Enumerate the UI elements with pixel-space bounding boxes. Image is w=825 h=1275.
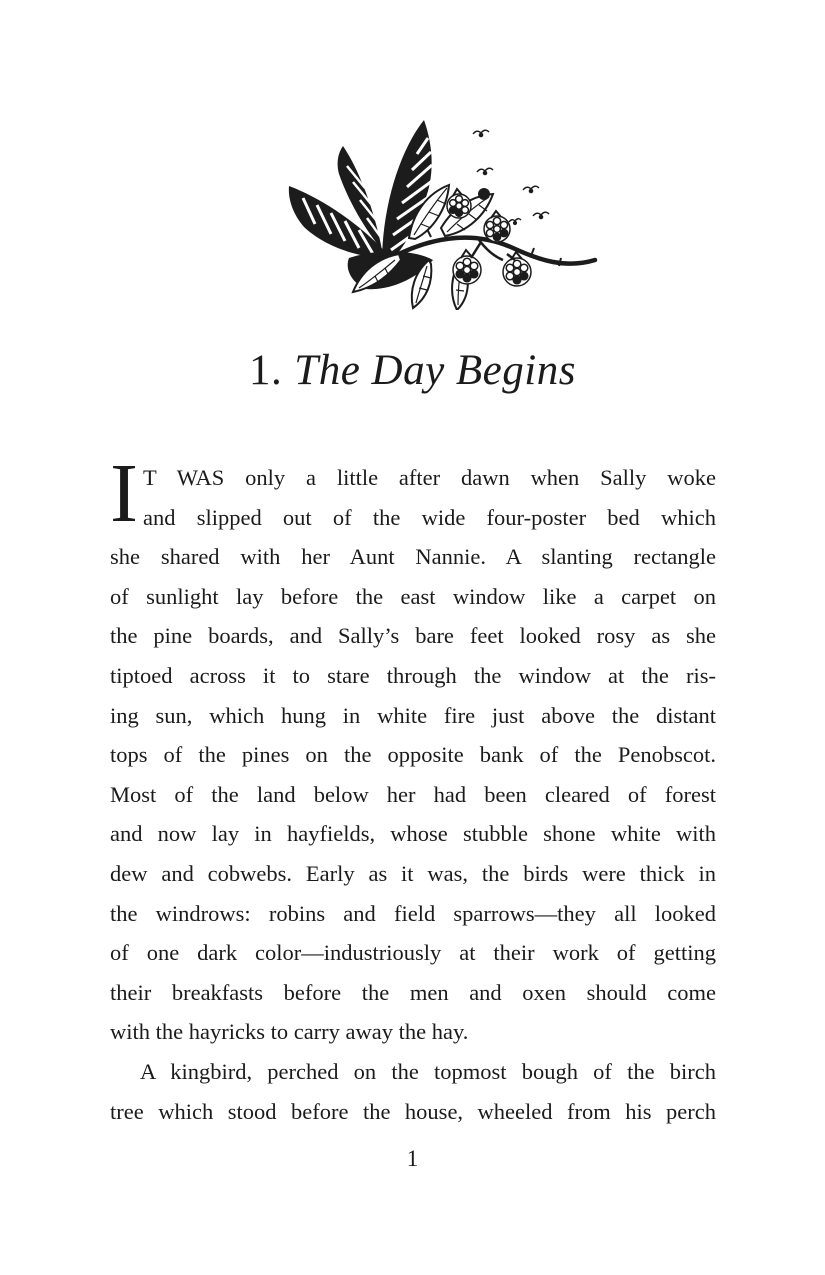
- text-line: T WAS only a little after dawn when Sally woke: [142, 465, 716, 490]
- text-line: A kingbird, perched on the topmost bough of the birch: [140, 1058, 716, 1084]
- text-line: of sunlight lay before the east window like a carpet on: [110, 583, 716, 609]
- chapter-number: 1.: [249, 347, 283, 394]
- paragraph-body-lines: [110, 537, 716, 1052]
- text-line: with the hayricks to carry away the hay.: [110, 1019, 469, 1045]
- berry-branch-engraving-icon: [281, 108, 611, 310]
- chapter-title: The Day Begins: [294, 347, 576, 394]
- text-line: Most of the land below her had been cleared of forest: [110, 781, 716, 807]
- text-line: the windrows: robins and field sparrows—they all looked: [110, 900, 716, 926]
- text-line: and slipped out of the wide four-poster bed which: [142, 504, 716, 530]
- second-paragraph: [110, 1052, 716, 1131]
- chapter-heading: [0, 344, 825, 398]
- page-number: 1: [406, 1146, 419, 1171]
- text-line: tree which stood before the house, wheeled from his perch: [110, 1098, 716, 1124]
- text-line: dew and cobwebs. Early as it was, the birds were thick in: [110, 860, 716, 886]
- paragraph-head: [110, 447, 716, 540]
- text-line: she shared with her Aunt Nannie. A slanting rectangle: [110, 544, 716, 570]
- text-line: and now lay in hayfields, whose stubble shone white with: [110, 821, 716, 847]
- text-line: of one dark color—industriously at their work of getting: [110, 940, 716, 966]
- text-line: the pine boards, and Sally’s bare feet looked rosy as she: [110, 623, 716, 649]
- chapter-ornament-illustration: [281, 108, 611, 310]
- drop-cap-lines: [143, 458, 716, 537]
- first-paragraph: [110, 447, 716, 1052]
- body-text: [110, 447, 716, 1131]
- text-line: their breakfasts before the men and oxen should come: [110, 979, 716, 1005]
- drop-cap: I: [110, 447, 138, 540]
- text-line: tops of the pines on the opposite bank of the Penobscot.: [110, 742, 716, 768]
- text-line: ing sun, which hung in white fire just above the distant: [110, 702, 716, 728]
- text-line: tiptoed across it to stare through the window at the ris-: [110, 662, 716, 688]
